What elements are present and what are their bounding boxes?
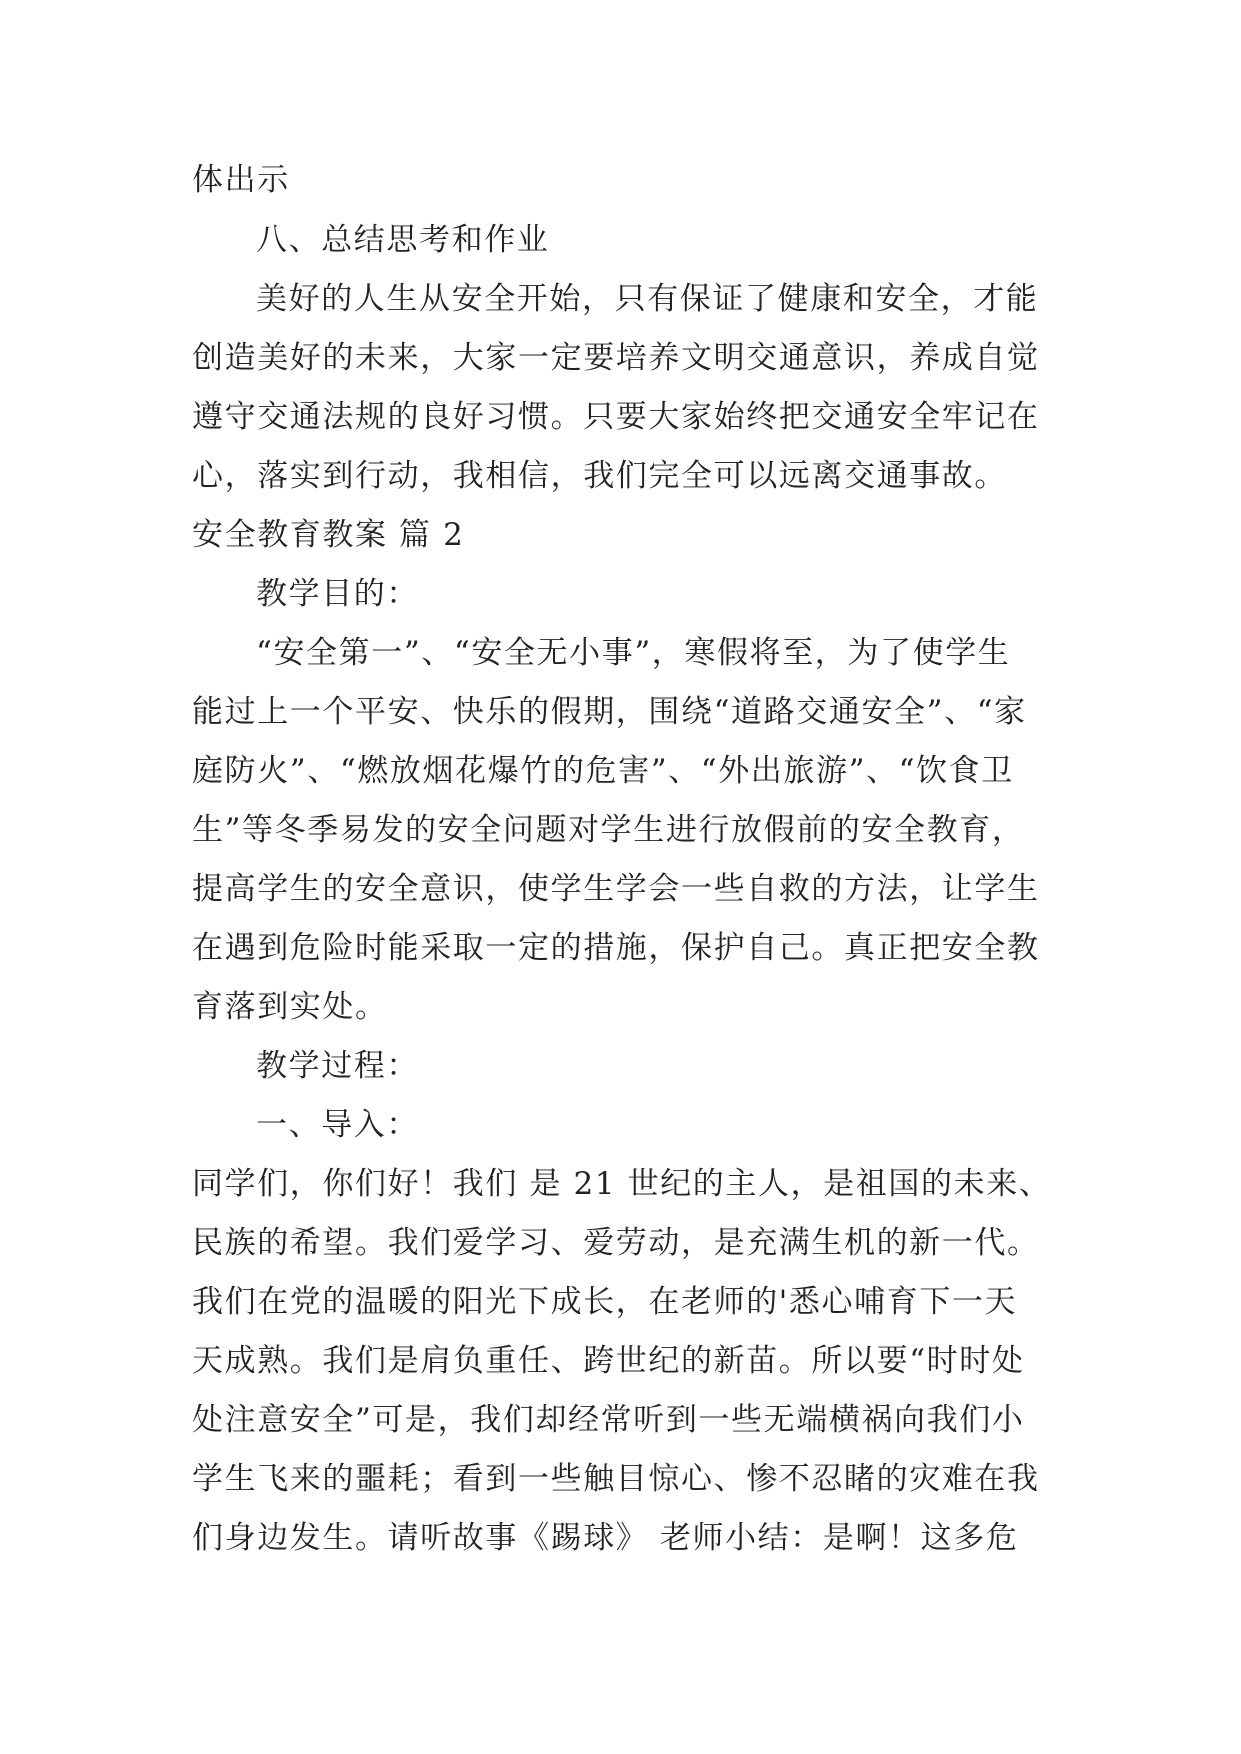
paragraph-line: 美好的人生从安全开始，只有保证了健康和安全，才能 <box>256 281 1039 317</box>
paragraph-line: 同学们，你们好！我们 是 21 世纪的主人，是祖国的未来、 <box>192 1166 1052 1202</box>
text-line: 体出示 <box>192 162 290 198</box>
article-title: 安全教育教案 篇 2 <box>192 517 465 553</box>
paragraph-line: 处注意安全”可是，我们却经常听到一些无端横祸向我们小 <box>192 1402 1025 1438</box>
section-heading: 一、导入： <box>256 1107 419 1143</box>
paragraph-line: 天成熟。我们是肩负重任、跨世纪的新苗。所以要“时时处 <box>192 1343 1025 1379</box>
paragraph-line: 提高学生的安全意识，使学生学会一些自救的方法，让学生 <box>192 871 1040 907</box>
paragraph-line: 生”等冬季易发的安全问题对学生进行放假前的安全教育， <box>192 812 1025 848</box>
paragraph-line: 庭防火”、“燃放烟花爆竹的危害”、“外出旅游”、“饮食卫 <box>192 753 1014 789</box>
paragraph-line: 们身边发生。请听故事《踢球》 老师小结：是啊！这多危 <box>192 1520 1019 1556</box>
section-heading: 教学目的： <box>256 576 419 612</box>
paragraph-line: 育落到实处。 <box>192 989 388 1025</box>
section-heading: 教学过程： <box>256 1048 419 1084</box>
paragraph-line: 学生飞来的噩耗；看到一些触目惊心、惨不忍睹的灾难在我 <box>192 1461 1040 1497</box>
section-heading: 八、总结思考和作业 <box>256 222 550 258</box>
paragraph-line: 能过上一个平安、快乐的假期，围绕“道路交通安全”、“家 <box>192 694 1027 730</box>
paragraph-line: 心，落实到行动，我相信，我们完全可以远离交通事故。 <box>192 458 1007 494</box>
paragraph-line: 创造美好的未来，大家一定要培养文明交通意识，养成自觉 <box>192 340 1040 376</box>
paragraph-line: 在遇到危险时能采取一定的措施，保护自己。真正把安全教 <box>192 930 1040 966</box>
paragraph-line: “安全第一”、“安全无小事”，寒假将至，为了使学生 <box>256 635 1011 671</box>
paragraph-line: 遵守交通法规的良好习惯。只要大家始终把交通安全牢记在 <box>192 399 1040 435</box>
paragraph-line: 民族的希望。我们爱学习、爱劳动，是充满生机的新一代。 <box>192 1225 1040 1261</box>
paragraph-line: 我们在党的温暖的阳光下成长，在老师的'悉心哺育下一天 <box>192 1284 1018 1320</box>
